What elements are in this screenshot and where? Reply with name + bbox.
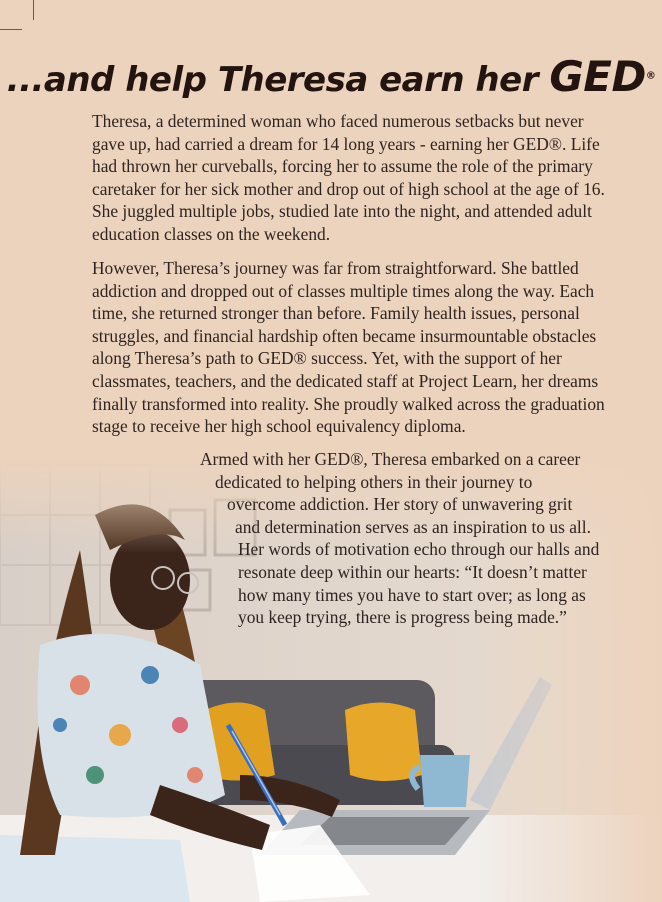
story-paragraph-1: Theresa, a determined woman who faced numerous setbacks but never gave up, had carried a dream for 14 long years - earning her GED®. Life had thrown her curveballs, forcing her to assume the role of the primary caretaker for her sick mother and drop out of high school at the age of 16. She juggled multiple jobs, studied late into the night, and attended adult education classes on the weekend. (92, 111, 605, 244)
title-ged: GED (549, 52, 646, 101)
title-prefix: ...and help Theresa earn her (6, 60, 538, 100)
p3-line: overcome addiction. Her story of unwavering grit (227, 494, 573, 515)
p3-line: how many times you have to start over; as long as (238, 584, 586, 605)
title-registered-mark: ® (645, 70, 656, 82)
p3-line: Her words of motivation echo through our halls and (238, 539, 600, 560)
p3-line: dedicated to helping others in their journey to (215, 471, 533, 492)
page-title (0, 52, 662, 101)
p3-line: and determination serves as an inspiration to us all. (235, 516, 591, 537)
story-paragraph-3 (0, 448, 662, 629)
p3-line: you keep trying, there is progress being made.” (238, 607, 567, 628)
story-paragraph-2: However, Theresa’s journey was far from straightforward. She battled addiction and dropped out of classes multiple times along the way. Each time, she returned stronger than before. Family health issues, personal struggles, and financial hardship often became insurmountable obstacles along Theresa’s path to GED® success. Yet, with the support of her classmates, teachers, and the dedicated staff at Project Learn, her dreams finally transformed into reality. She proudly walked across the graduation stage to receive her high school equivalency diploma. (92, 258, 605, 437)
p3-line: Armed with her GED®, Theresa embarked on a career (200, 449, 581, 469)
crop-mark-left-top (0, 29, 22, 30)
crop-mark-top-left (33, 0, 34, 20)
p3-line: resonate deep within our hearts: “It doesn’t matter (238, 561, 587, 582)
